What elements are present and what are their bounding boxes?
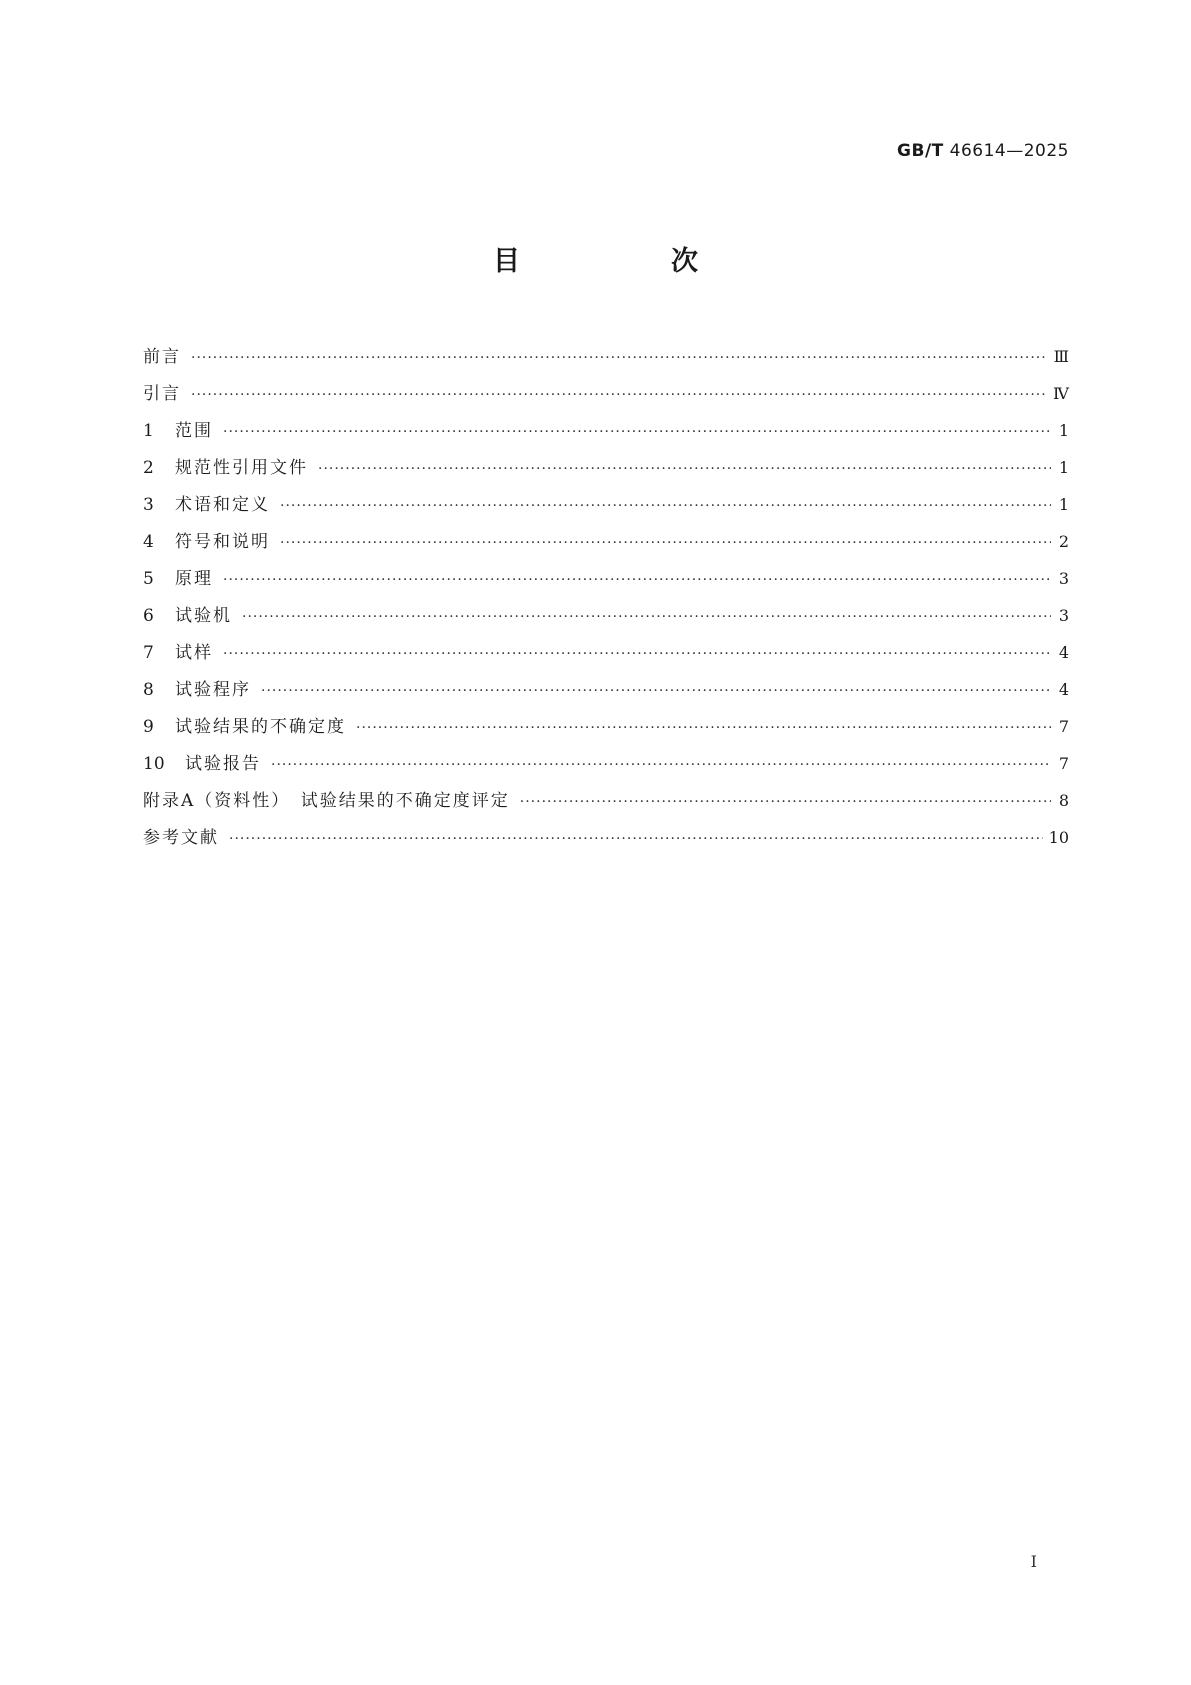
toc-entry-number: 6 <box>143 606 154 626</box>
dot-leader <box>229 821 1043 858</box>
toc-entry-number: 5 <box>143 569 154 589</box>
dot-leader <box>223 414 1051 451</box>
toc-entry-page: 2 <box>1058 532 1069 551</box>
dot-leader <box>242 599 1051 636</box>
toc-entry-label: 2 规范性引用文件 <box>143 450 318 487</box>
toc-entry-page: 4 <box>1058 643 1069 662</box>
toc-entry-number: 4 <box>143 532 154 552</box>
toc-entry-number: 1 <box>143 421 154 441</box>
toc-entry-foreword[interactable] <box>143 338 1069 375</box>
toc-entry-number: 7 <box>143 643 154 663</box>
toc-entry-normative-references[interactable] <box>143 449 1069 486</box>
toc-entry-page: 3 <box>1058 606 1069 625</box>
toc-entry-label: 1 范围 <box>143 413 223 450</box>
toc-entry-page: 1 <box>1058 421 1069 440</box>
toc-entry-label: 参考文献 <box>143 828 219 848</box>
toc-entry-introduction[interactable] <box>143 375 1069 412</box>
toc-entry-page: 8 <box>1058 791 1069 810</box>
toc-entry-principle[interactable] <box>143 560 1069 597</box>
toc-entry-testing-machine[interactable] <box>143 597 1069 634</box>
dot-leader <box>280 525 1051 562</box>
dot-leader <box>520 784 1051 821</box>
toc-entry-label: 7 试样 <box>143 635 223 672</box>
toc-entry-label: 5 原理 <box>143 561 223 598</box>
dot-leader <box>223 562 1051 599</box>
dot-leader <box>356 710 1051 747</box>
toc-entry-label: 前言 <box>143 347 181 367</box>
toc-entry-terms-definitions[interactable] <box>143 486 1069 523</box>
dot-leader <box>261 673 1051 710</box>
toc-entry-number: 9 <box>143 717 154 737</box>
toc-entry-page: 10 <box>1048 828 1069 847</box>
toc-entry-page: Ⅳ <box>1053 384 1069 403</box>
dot-leader <box>271 747 1051 784</box>
toc-entry-number: 10 <box>143 754 165 774</box>
dot-leader <box>280 488 1051 525</box>
toc-entry-label: 3 术语和定义 <box>143 487 280 524</box>
toc-entry-label: 8 试验程序 <box>143 672 261 709</box>
toc-entry-number: 2 <box>143 458 154 478</box>
toc-entry-number: 8 <box>143 680 154 700</box>
toc-entry-scope[interactable] <box>143 412 1069 449</box>
toc-entry-uncertainty[interactable] <box>143 708 1069 745</box>
toc-entry-page: 3 <box>1058 569 1069 588</box>
toc-entry-page: 1 <box>1058 495 1069 514</box>
toc-entry-label: 4 符号和说明 <box>143 524 280 561</box>
dot-leader <box>191 340 1048 377</box>
dot-leader <box>191 377 1047 414</box>
toc-entry-label: 附录A（资料性） 试验结果的不确定度评定 <box>143 791 510 811</box>
toc-entry-page: 7 <box>1058 754 1069 773</box>
toc-entry-test-report[interactable] <box>143 745 1069 782</box>
toc-entry-symbols[interactable] <box>143 523 1069 560</box>
toc-entry-label: 9 试验结果的不确定度 <box>143 709 356 746</box>
toc-title: 目 次 <box>493 246 760 277</box>
table-of-contents <box>143 338 1069 856</box>
toc-entry-page: 7 <box>1058 717 1069 736</box>
toc-entry-annex-a[interactable] <box>143 782 1069 819</box>
toc-entry-label: 10 试验报告 <box>143 746 271 783</box>
toc-entry-label: 6 试验机 <box>143 598 242 635</box>
toc-entry-number: 3 <box>143 495 154 515</box>
standard-code <box>897 141 1069 161</box>
toc-entry-bibliography[interactable] <box>143 819 1069 856</box>
toc-entry-test-pieces[interactable] <box>143 634 1069 671</box>
toc-entry-page: Ⅲ <box>1053 347 1069 366</box>
toc-entry-page: 1 <box>1058 458 1069 477</box>
standard-prefix: GB/T <box>897 141 944 161</box>
toc-entry-label: 引言 <box>143 384 181 404</box>
toc-entry-page: 4 <box>1058 680 1069 699</box>
page-number: Ⅰ <box>1030 1552 1037 1571</box>
dot-leader <box>318 451 1051 488</box>
toc-entry-test-procedure[interactable] <box>143 671 1069 708</box>
standard-number: 46614—2025 <box>949 141 1069 161</box>
dot-leader <box>223 636 1051 673</box>
